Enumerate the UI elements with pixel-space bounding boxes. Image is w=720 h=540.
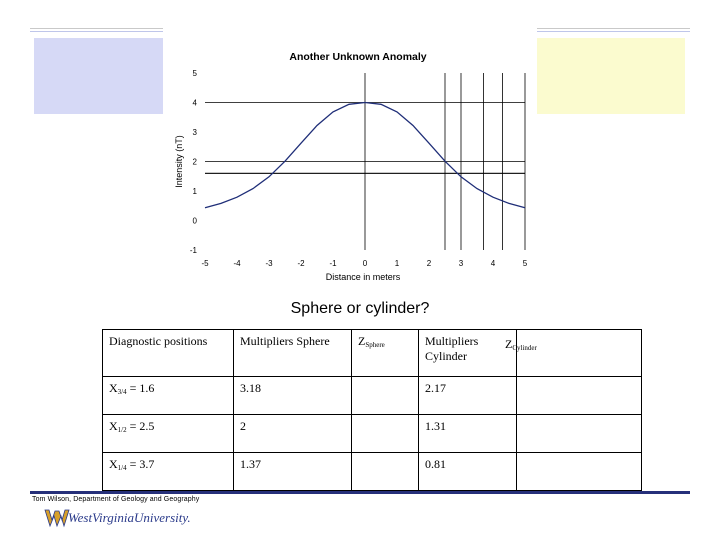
- z-sphere-cell: [352, 415, 419, 453]
- slide-subtitle: Sphere or cylinder?: [290, 300, 430, 317]
- header-z-sphere: [352, 330, 419, 377]
- z-cylinder-cell: [517, 415, 642, 453]
- z-cylinder-header: $Z_{Cylinder}$: [505, 337, 537, 352]
- anomaly-chart-svg: [163, 25, 537, 296]
- table-row: [103, 377, 642, 415]
- x-tick-label: -1: [329, 259, 337, 268]
- y-tick-label: 0: [192, 216, 197, 226]
- cylinder-multiplier-cell: 1.31: [419, 415, 517, 453]
- position-cell: $X_{1/2} = 2.5$: [103, 415, 234, 453]
- x-tick-label: 2: [426, 259, 432, 268]
- x-tick-label: -5: [201, 259, 209, 268]
- cylinder-multiplier-cell: 0.81: [419, 453, 517, 491]
- diagnostic-table: [102, 329, 642, 491]
- footer-rule: [30, 491, 690, 494]
- z-sphere-cell: [352, 377, 419, 415]
- wvu-logo-text: WestVirginiaUniversity.: [68, 510, 191, 525]
- header-multipliers-cylinder: Multipliers Cylinder: [419, 330, 517, 377]
- x-axis-label: Distance in meters: [325, 272, 401, 282]
- sphere-multiplier-cell: 3.18: [234, 377, 352, 415]
- x-tick-label: 0: [362, 259, 368, 268]
- z-cylinder-cell: [517, 377, 642, 415]
- x-tick-label: 4: [490, 259, 496, 268]
- x-tick-label: 3: [458, 259, 464, 268]
- header-diagnostic-positions: Diagnostic positions: [103, 330, 234, 377]
- z-sphere-symbol: Z: [358, 334, 366, 348]
- y-tick-label: 5: [192, 69, 197, 78]
- position-cell: $X_{1/4} = 3.7$: [103, 453, 234, 491]
- y-tick-label: 4: [192, 98, 197, 108]
- table-header-row: [103, 330, 642, 377]
- x-tick-label: -2: [297, 259, 305, 268]
- x-tick-label: 5: [522, 259, 528, 268]
- footer-credit: Tom Wilson, Department of Geology and Geography: [32, 496, 200, 503]
- y-axis-label: Intensity (nT): [174, 135, 184, 188]
- y-tick-label: 2: [192, 157, 197, 167]
- x-tick-label: -3: [265, 259, 273, 268]
- header-multipliers-sphere: Multipliers Sphere: [234, 330, 352, 377]
- sphere-multiplier-cell: 1.37: [234, 453, 352, 491]
- header-band-left: [34, 38, 167, 114]
- y-tick-label: 3: [192, 128, 197, 137]
- table-row: [103, 453, 642, 491]
- z-sphere-cell: [352, 453, 419, 491]
- position-cell: $X_{3/4} = 1.6$: [103, 377, 234, 415]
- anomaly-chart: [163, 25, 537, 296]
- y-tick-label: 1: [192, 187, 197, 196]
- y-tick-label: -1: [189, 246, 197, 255]
- header-band-right: [535, 38, 685, 114]
- cylinder-multiplier-cell: 2.17: [419, 377, 517, 415]
- x-tick-label: 1: [394, 259, 400, 268]
- wvu-logo-icon: [44, 508, 70, 528]
- z-cylinder-cell: [517, 453, 642, 491]
- chart-title: Another Unknown Anomaly: [289, 51, 427, 63]
- sphere-multiplier-cell: 2: [234, 415, 352, 453]
- z-sphere-subscript: Sphere: [365, 341, 385, 349]
- x-tick-label: -4: [233, 259, 241, 268]
- table-row: [103, 415, 642, 453]
